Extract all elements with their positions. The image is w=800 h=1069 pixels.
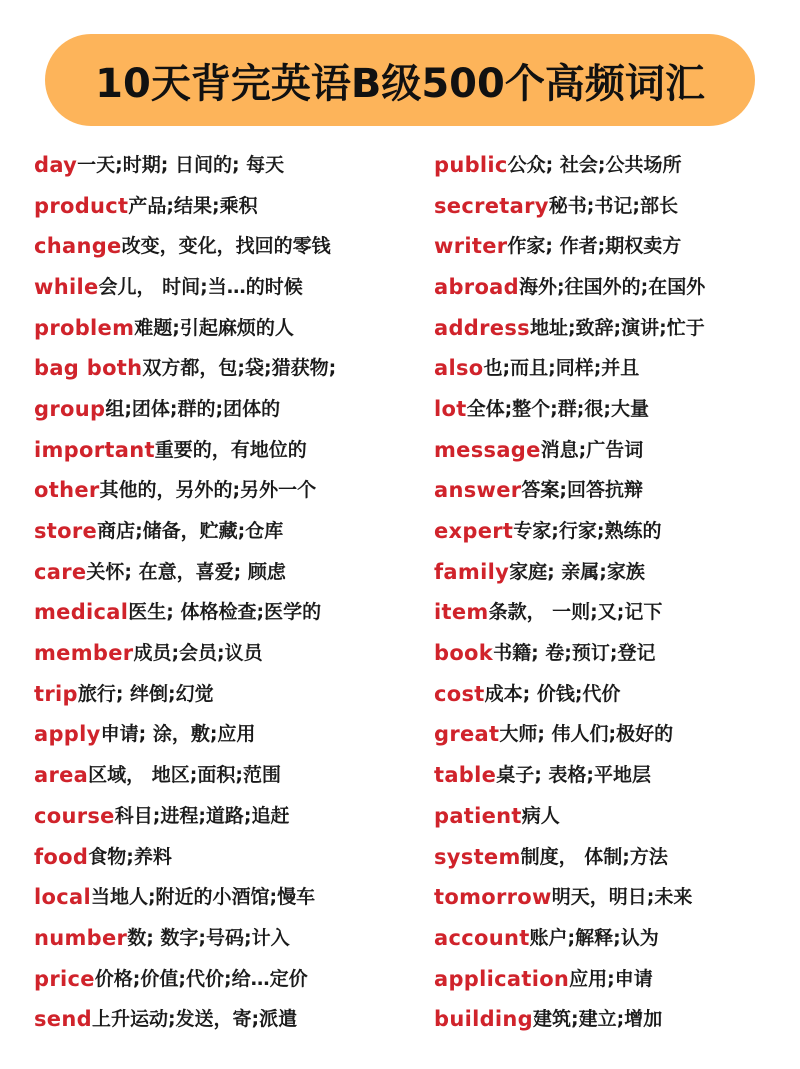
vocab-entry — [434, 877, 800, 918]
vocab-meaning: 成本; 价钱;代价 — [484, 682, 621, 705]
vocab-meaning: 重要的，有地位的 — [154, 438, 307, 461]
vocab-meaning: 也;而且;同样;并且 — [483, 357, 640, 380]
vocab-word: group — [34, 396, 106, 421]
vocab-word: public — [434, 152, 508, 177]
vocab-meaning: 答案;回答抗辩 — [521, 479, 644, 502]
vocab-entry — [434, 226, 800, 267]
vocab-word: abroad — [434, 274, 519, 299]
vocab-entry — [34, 674, 414, 715]
vocab-entry — [34, 633, 414, 674]
vocab-entry — [434, 552, 800, 593]
vocab-entry — [434, 267, 800, 308]
vocab-meaning: 价格;价值;代价;给…定价 — [94, 967, 308, 990]
vocab-word: product — [34, 193, 129, 218]
vocab-meaning: 关怀; 在意，喜爱; 顾虑 — [86, 560, 286, 583]
vocab-word: problem — [34, 315, 135, 340]
vocab-word: great — [434, 722, 500, 747]
vocab-entry — [434, 796, 800, 837]
vocab-word: care — [34, 559, 87, 584]
vocab-word: store — [34, 519, 98, 544]
vocab-word: system — [434, 844, 521, 869]
vocab-meaning: 应用;申请 — [569, 967, 653, 990]
vocab-entry — [34, 959, 414, 1000]
vocab-word: send — [34, 1007, 92, 1032]
vocab-word: local — [34, 885, 91, 910]
vocab-entry — [34, 226, 414, 267]
vocab-word: member — [34, 641, 134, 666]
right-vocab-column — [434, 145, 800, 1040]
vocab-word: patient — [434, 803, 522, 828]
vocab-word: course — [34, 803, 115, 828]
vocab-word: other — [34, 478, 100, 503]
vocab-word: trip — [34, 681, 78, 706]
vocab-meaning: 专家;行家;熟练的 — [513, 520, 662, 543]
vocab-word: also — [434, 356, 484, 381]
vocab-meaning: 建筑;建立;增加 — [533, 1008, 663, 1031]
vocab-meaning: 其他的，另外的;另外一个 — [99, 479, 317, 502]
vocab-entry — [434, 633, 800, 674]
vocab-word: important — [34, 437, 155, 462]
vocab-word: day — [34, 152, 78, 177]
vocab-word: area — [34, 763, 89, 788]
vocab-word: writer — [434, 234, 508, 259]
vocab-entry — [34, 796, 414, 837]
vocab-entry — [34, 267, 414, 308]
vocab-entry — [434, 674, 800, 715]
vocab-meaning: 难题;引起麻烦的人 — [134, 316, 294, 339]
vocab-entry — [434, 837, 800, 878]
vocab-entry — [34, 348, 414, 389]
vocab-meaning: 区域， 地区;面积;范围 — [88, 764, 281, 787]
vocab-meaning: 作家; 作者;期权卖方 — [507, 235, 682, 258]
title-banner — [45, 34, 755, 126]
vocab-entry — [34, 877, 414, 918]
vocab-meaning: 产品;结果;乘积 — [128, 194, 258, 217]
vocab-meaning: 数; 数字;号码;计入 — [127, 926, 290, 949]
vocab-entry — [34, 715, 414, 756]
vocab-entry — [434, 511, 800, 552]
vocab-word: expert — [434, 519, 514, 544]
vocab-word: account — [434, 925, 530, 950]
vocab-entry — [34, 918, 414, 959]
vocab-word: building — [434, 1007, 533, 1032]
vocab-meaning: 账户;解释;认为 — [529, 926, 659, 949]
vocab-entry — [34, 430, 414, 471]
vocab-word: apply — [34, 722, 101, 747]
vocab-meaning: 书籍; 卷;预订;登记 — [493, 642, 656, 665]
vocab-meaning: 申请; 涂，敷;应用 — [100, 723, 256, 746]
vocab-entry — [434, 959, 800, 1000]
vocab-meaning: 条款， 一则;又;记下 — [488, 601, 663, 624]
vocab-word: price — [34, 966, 95, 991]
vocab-word: table — [434, 763, 497, 788]
vocab-entry — [434, 348, 800, 389]
vocab-entry — [34, 837, 414, 878]
vocab-entry — [434, 389, 800, 430]
vocab-word: item — [434, 600, 489, 625]
vocab-word: medical — [34, 600, 129, 625]
vocab-entry — [434, 145, 800, 186]
vocab-meaning: 桌子; 表格;平地层 — [496, 764, 651, 787]
vocab-entry — [34, 999, 414, 1040]
vocab-meaning: 商店;储备，贮藏;仓库 — [97, 520, 284, 543]
vocab-word: lot — [434, 396, 467, 421]
vocab-word: cost — [434, 681, 485, 706]
vocab-meaning: 全体;整个;群;很;大量 — [466, 397, 649, 420]
vocab-word: application — [434, 966, 570, 991]
vocab-word: secretary — [434, 193, 549, 218]
vocab-meaning: 双方都，包;袋;猎获物; — [142, 357, 337, 380]
vocab-word: food — [34, 844, 89, 869]
vocab-word: address — [434, 315, 530, 340]
left-vocab-column — [34, 145, 414, 1040]
vocab-entry — [434, 755, 800, 796]
vocab-word: book — [434, 641, 494, 666]
vocab-meaning: 会儿， 时间;当…的时候 — [98, 275, 303, 298]
vocab-entry — [34, 389, 414, 430]
vocab-meaning: 成员;会员;议员 — [133, 642, 263, 665]
vocab-word: change — [34, 234, 122, 259]
vocab-entry — [434, 430, 800, 471]
vocab-meaning: 家庭; 亲属;家族 — [509, 560, 645, 583]
vocab-meaning: 病人 — [521, 804, 560, 827]
vocab-entry — [34, 145, 414, 186]
vocab-meaning: 科目;进程;道路;追赶 — [114, 804, 290, 827]
vocab-meaning: 一天;时期; 日间的; 每天 — [77, 153, 285, 176]
vocab-meaning: 消息;广告词 — [540, 438, 644, 461]
vocab-entry — [434, 186, 800, 227]
vocab-word: number — [34, 925, 128, 950]
vocab-entry — [34, 511, 414, 552]
vocab-meaning: 大师; 伟人们;极好的 — [499, 723, 674, 746]
vocab-word: while — [34, 274, 99, 299]
vocab-entry — [434, 918, 800, 959]
vocab-entry — [34, 471, 414, 512]
vocab-meaning: 旅行; 绊倒;幻觉 — [77, 682, 214, 705]
page-title: 10天背完英语B级500个高频词汇 — [95, 60, 705, 107]
vocab-meaning: 海外;往国外的;在国外 — [519, 275, 706, 298]
vocab-entry — [34, 755, 414, 796]
vocab-entry — [34, 552, 414, 593]
vocab-meaning: 当地人;附近的小酒馆;慢车 — [90, 886, 316, 909]
vocab-meaning: 改变，变化，找回的零钱 — [121, 235, 331, 258]
vocab-meaning: 公众; 社会;公共场所 — [507, 153, 682, 176]
vocab-entry — [434, 471, 800, 512]
vocab-entry — [34, 186, 414, 227]
vocab-entry — [434, 593, 800, 634]
vocab-entry — [34, 308, 414, 349]
vocab-meaning: 地址;致辞;演讲;忙于 — [529, 316, 705, 339]
vocab-entry — [434, 715, 800, 756]
vocab-word: answer — [434, 478, 522, 503]
vocab-word: tomorrow — [434, 885, 552, 910]
vocab-word: family — [434, 559, 510, 584]
vocab-meaning: 明天，明日;未来 — [551, 886, 693, 909]
vocab-meaning: 医生; 体格检查;医学的 — [128, 601, 322, 624]
vocab-meaning: 组;团体;群的;团体的 — [105, 397, 281, 420]
vocab-word: bag both — [34, 356, 143, 381]
vocab-meaning: 食物;养料 — [88, 845, 172, 868]
vocab-entry — [434, 999, 800, 1040]
vocab-entry — [34, 593, 414, 634]
vocab-meaning: 制度， 体制;方法 — [520, 845, 668, 868]
vocab-meaning: 秘书;书记;部长 — [548, 194, 678, 217]
vocab-entry — [434, 308, 800, 349]
vocab-word: message — [434, 437, 541, 462]
vocab-meaning: 上升运动;发送，寄;派遣 — [91, 1008, 298, 1031]
